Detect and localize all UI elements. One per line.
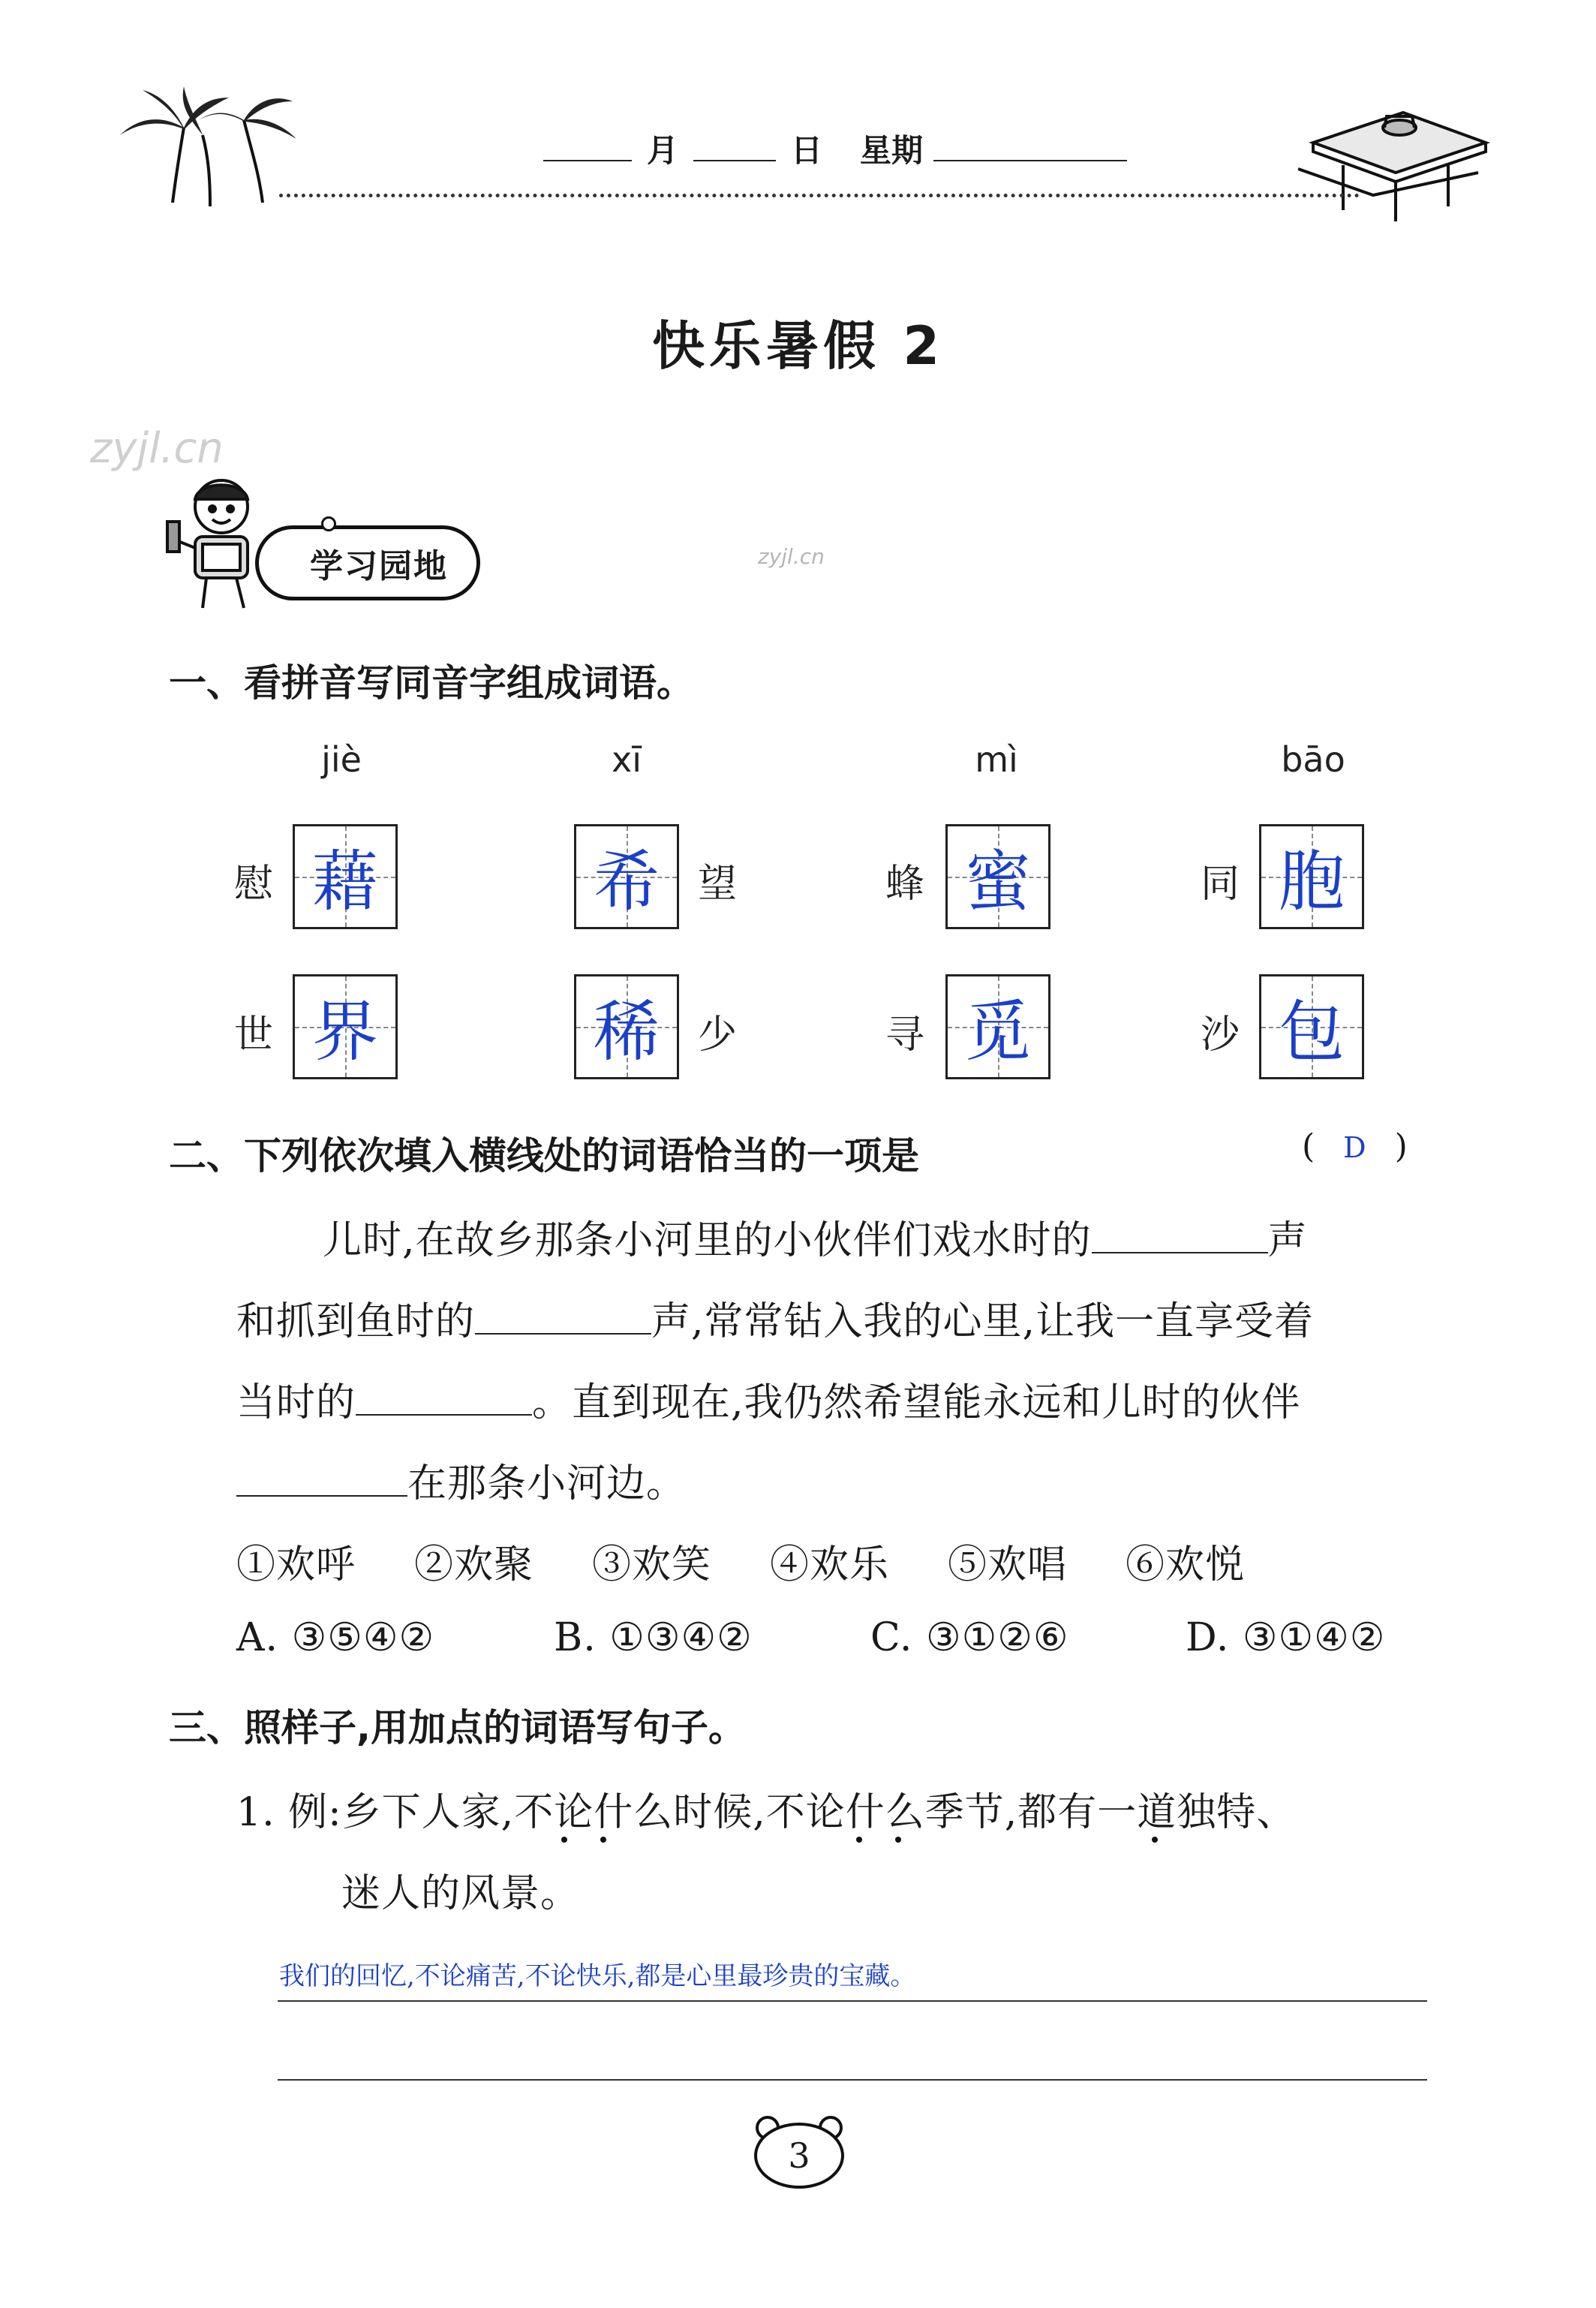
- q2-choice-b[interactable]: B. ①③④②: [554, 1615, 753, 1660]
- date-line: [543, 126, 1127, 171]
- section-badge: [255, 525, 480, 600]
- q2-choice-c[interactable]: C. ③①②⑥: [870, 1615, 1069, 1660]
- blank-3[interactable]: [356, 1413, 532, 1416]
- option-word-6: ⑥欢悦: [1126, 1542, 1246, 1587]
- watermark-small: zyjl.cn: [758, 544, 825, 569]
- q1-heading: 一、看拼音写同音字组成词语。: [169, 661, 694, 705]
- watermark-large: zyjl.cn: [90, 424, 224, 473]
- header-dotted-divider: [279, 194, 1360, 197]
- word3-prefix: 蜂: [885, 862, 925, 907]
- word5-prefix: 世: [234, 1013, 274, 1058]
- pinyin-3: mì: [975, 739, 1018, 780]
- q2-answer-bracket: ( D ): [1302, 1127, 1408, 1166]
- answer-box-mi1[interactable]: 蜜: [945, 824, 1050, 929]
- page-title: 快乐暑假 2: [651, 315, 945, 377]
- q2-passage-line4: 在那条小河边。: [236, 1452, 686, 1508]
- answer-box-mi2[interactable]: 觅: [945, 974, 1050, 1079]
- pinyin-2: xī: [611, 739, 642, 780]
- pinyin-4: bāo: [1281, 739, 1345, 780]
- q3-example-line2: 迷人的风景。: [341, 1871, 581, 1916]
- q2-word-options: [236, 1533, 1245, 1589]
- option-word-4: ④欢乐: [770, 1542, 890, 1587]
- section-badge-label: 学习园地: [310, 547, 448, 585]
- answer-box-xi2[interactable]: 稀: [574, 974, 679, 1079]
- answer-box-bao2[interactable]: 包: [1259, 974, 1364, 1079]
- word4-prefix: 同: [1201, 862, 1240, 907]
- q2-answer: D: [1343, 1131, 1366, 1164]
- week-label: 星期: [860, 132, 924, 169]
- answer-box-xi1[interactable]: 希: [574, 824, 679, 929]
- emphasis-dot: [895, 1837, 901, 1843]
- word8-prefix: 沙: [1201, 1013, 1240, 1058]
- q2-passage-line3: 当时的 。直到现在,我仍然希望能永远和儿时的伙伴: [236, 1380, 1301, 1425]
- picnic-table-illustration: [1298, 83, 1493, 225]
- word2-suffix: 望: [698, 862, 738, 907]
- q3-example-line1: 1. 例:乡下人家,不论什么时候,不论什么季节,都有一道独特、: [236, 1790, 1297, 1835]
- option-word-5: ⑤欢唱: [948, 1542, 1068, 1587]
- blank-4[interactable]: [236, 1494, 407, 1497]
- badge-pin: [321, 516, 336, 531]
- q2-choice-d[interactable]: D. ③①④②: [1186, 1615, 1386, 1660]
- option-word-1: ①欢呼: [236, 1542, 356, 1587]
- emphasis-dot: [1152, 1837, 1158, 1843]
- emphasis-dot: [856, 1837, 862, 1843]
- q2-choice-a[interactable]: A. ③⑤④②: [236, 1615, 435, 1660]
- month-label: 月: [647, 132, 679, 169]
- day-label: 日: [791, 132, 823, 169]
- answer-box-jie2[interactable]: 界: [293, 974, 398, 1079]
- q3-heading: 三、照样子,用加点的词语写句子。: [169, 1706, 746, 1750]
- word6-suffix: 少: [698, 1013, 738, 1058]
- blank-2[interactable]: [475, 1332, 651, 1335]
- q3-handwritten-answer: 我们的回忆,不论痛苦,不论快乐,都是心里最珍贵的宝藏。: [279, 1961, 916, 1991]
- page-number: 3: [788, 2135, 810, 2176]
- q2-passage-line2: 和抓到鱼时的 声,常常钻入我的心里,让我一直享受着: [236, 1299, 1315, 1344]
- option-word-3: ③欢笑: [592, 1542, 712, 1587]
- emphasis-dot: [600, 1837, 606, 1843]
- pinyin-1: jiè: [321, 739, 362, 780]
- blank-1[interactable]: [1092, 1250, 1268, 1253]
- q2-heading: 二、下列依次填入横线处的词语恰当的一项是: [169, 1134, 919, 1178]
- emphasis-dot: [561, 1837, 567, 1843]
- answer-line-1[interactable]: [278, 2000, 1427, 2002]
- option-word-2: ②欢聚: [414, 1542, 534, 1587]
- word1-prefix: 慰: [234, 862, 274, 907]
- answer-box-bao1[interactable]: 胞: [1259, 824, 1364, 929]
- answer-line-2[interactable]: [278, 2079, 1427, 2081]
- q2-passage-line1: 儿时,在故乡那条小河里的小伙伴们戏水时的 声: [323, 1218, 1308, 1263]
- word7-prefix: 寻: [885, 1013, 925, 1058]
- palm-trees-illustration: [113, 75, 308, 210]
- answer-box-jie1[interactable]: 藉: [293, 824, 398, 929]
